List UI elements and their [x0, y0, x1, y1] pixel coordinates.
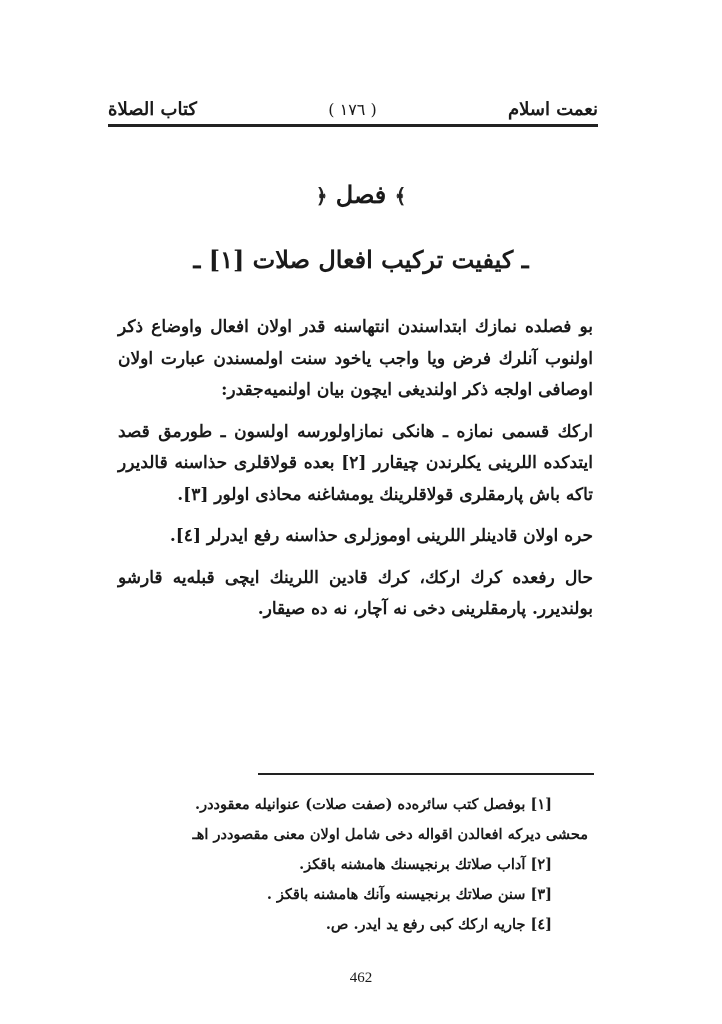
footnote-1-continuation: محشى ديركه افعالدن اقواله دخى شامل اولان معنى مقصوددر اهـ: [192, 826, 588, 843]
ornament-right: ﴾: [394, 184, 407, 208]
header-book-title: نعمت اسلام: [507, 99, 598, 120]
body-text: [118, 312, 593, 636]
paragraph-1: بو فصلده نمازك ابتداسندن انتهاسنه قدر اولان افعال واوضاع ذكر اولنوب آنلرك فرض ويا واجب ياخود سنت اولمسندن عبارت اولان اوصافى اولجه ذكر اولنديغى ايچون بيان اولنميه‌جقدر:: [118, 317, 593, 400]
header-chapter-title: كتاب الصلاة: [108, 99, 197, 120]
header-page-marker: ( ١٧٦ ): [328, 100, 377, 119]
footnotes: [118, 790, 588, 940]
section-heading: [0, 180, 722, 209]
footnote-2: [٢] آداب صلاتك برنجيسنك هامشنه باقكز.: [299, 856, 552, 873]
paragraph-3: حره اولان قادينلر اللرينى اوموزلرى حذاسنه رفع ايدرلر [٤].: [169, 526, 593, 546]
header-rule: [108, 124, 598, 127]
section-subtitle: ـ كيفيت تركيب افعال صلات [١] ـ: [193, 245, 529, 274]
footnote-1: [١] بوفصل كتب سائره‌ده (صفت صلات) عنوانيله معقوددر.: [195, 796, 552, 813]
footnote-3: [٣] سنن صلاتك برنجيسنه وآنك هامشنه باقكز .: [266, 886, 552, 903]
section-title: فصل: [335, 180, 387, 209]
footnote-rule: [258, 773, 594, 775]
footnote-4: [٤] جاريه اركك كبى رفع يد ايدر. ص.: [325, 916, 552, 933]
paragraph-2: اركك قسمى نمازه ـ هانكى نمازاولورسه اولسون ـ طورمق قصد ايتدكده اللرينى يكلرندن چيقارر [٢] بعده قولاقلرى حذاسنه قالديرر تاكه باش پارمقلرى قولاقلرينك يومشاغنه محاذى اولور [٣].: [118, 421, 593, 505]
ornament-left: ﴿: [315, 184, 328, 208]
page-number: 462: [349, 970, 373, 986]
running-header: [108, 95, 598, 121]
paragraph-4: حال رفعده كرك اركك، كرك قادين اللرينك ايچى قبله‌يه قارشو بولنديرر. پارمقلرينى دخى نه آچار، نه ده صيقار.: [118, 567, 593, 619]
